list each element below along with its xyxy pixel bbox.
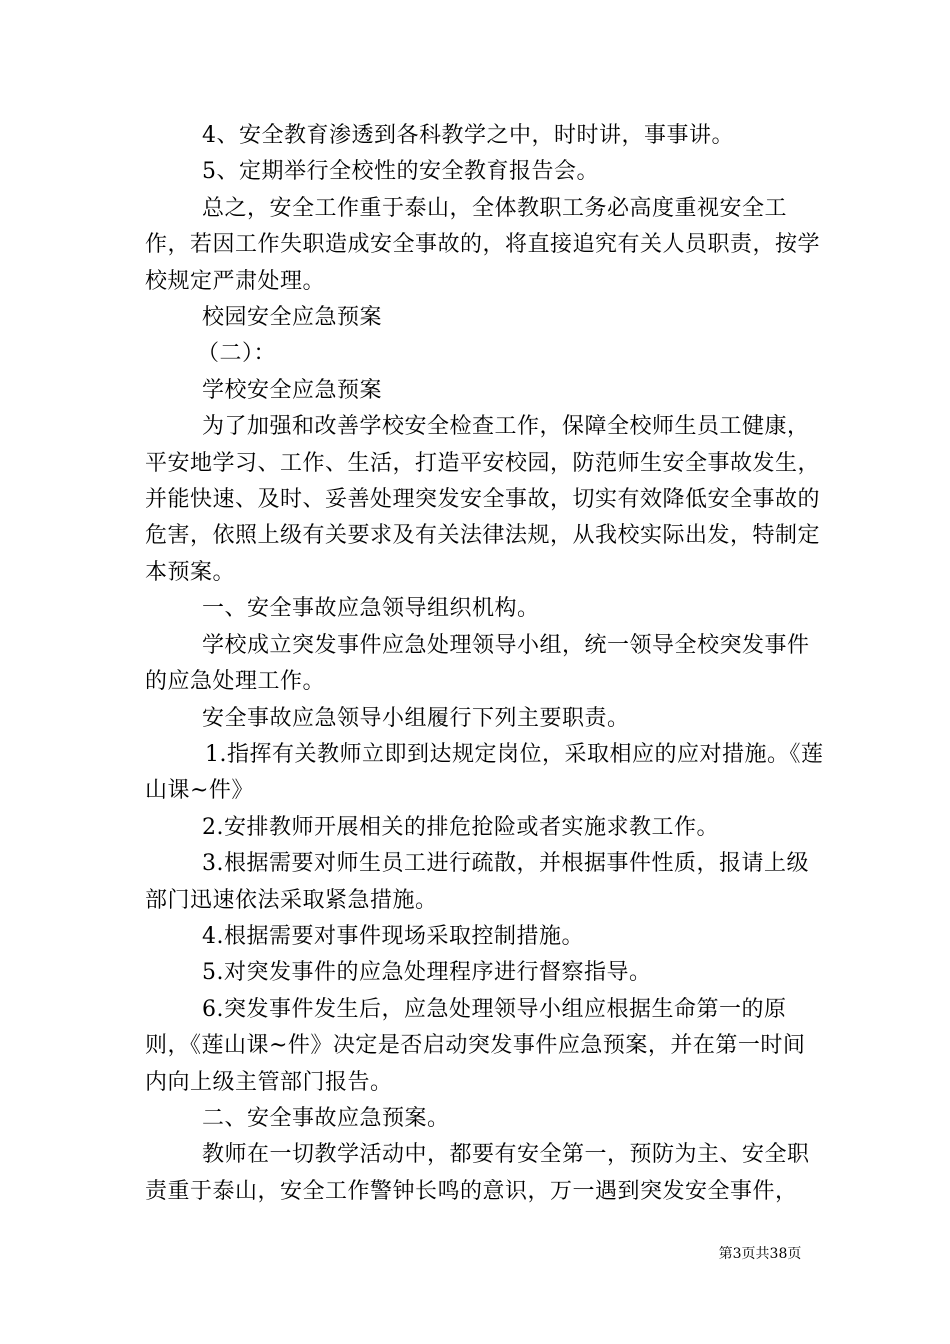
paragraph: 总之，安全工作重于泰山，全体教职工务必高度重视安全工作，若因工作失职造成安全事故的，将直接追究有关人员职责，按学校规定严肃处理。 — [145, 195, 821, 294]
paragraph: 教师在一切教学活动中，都要有安全第一，预防为主、安全职责重于泰山，安全工作警钟长鸣的意识，万一遇到突发安全事件， — [145, 1142, 810, 1204]
page-number: 第3页共38页 — [718, 1246, 802, 1262]
list-item: 6.突发事件发生后，应急处理领导小组应根据生命第一的原则，《莲山课~件》决定是否启动突发事件应急预案，并在第一时间内向上级主管部门报告。 — [145, 996, 806, 1095]
heading: 二、安全事故应急预案。 — [202, 1105, 450, 1131]
section-title: 学校安全应急预案 — [202, 377, 383, 403]
list-item: 2.安排教师开展相关的排危抢险或者实施求教工作。 — [202, 814, 719, 840]
list-item: 1.指挥有关教师立即到达规定岗位，采取相应的应对措施。《莲山课~件》 — [145, 741, 824, 804]
paragraph: 5、定期举行全校性的安全教育报告会。 — [202, 159, 599, 185]
list-item: 4.根据需要对事件现场采取控制措施。 — [202, 923, 584, 949]
paragraph: 安全事故应急领导小组履行下列主要职责。 — [202, 705, 630, 731]
list-item: 5.对突发事件的应急处理程序进行督察指导。 — [202, 960, 652, 986]
paragraph: 为了加强和改善学校安全检查工作，保障全校师生员工健康，平安地学习、工作、生活，打造平安校园，防范师生安全事故发生，并能快速、及时、妥善处理突发安全事故，切实有效降低安全事故的危害，依照上级有关要求及有关法律法规，从我校实际出发，特制定本预案。 — [145, 414, 821, 585]
section-subtitle: （二）： — [197, 341, 277, 367]
document-body — [145, 118, 825, 1210]
list-item: 3.根据需要对师生员工进行疏散，并根据事件性质，报请上级部门迅速依法采取紧急措施。 — [145, 851, 809, 913]
paragraph: 学校成立突发事件应急处理领导小组，统一领导全校突发事件的应急处理工作。 — [145, 632, 810, 695]
paragraph: 4、安全教育渗透到各科教学之中，时时讲，事事讲。 — [202, 123, 734, 148]
section-title: 校园安全应急预案 — [202, 305, 383, 331]
heading: 一、安全事故应急领导组织机构。 — [202, 596, 540, 622]
